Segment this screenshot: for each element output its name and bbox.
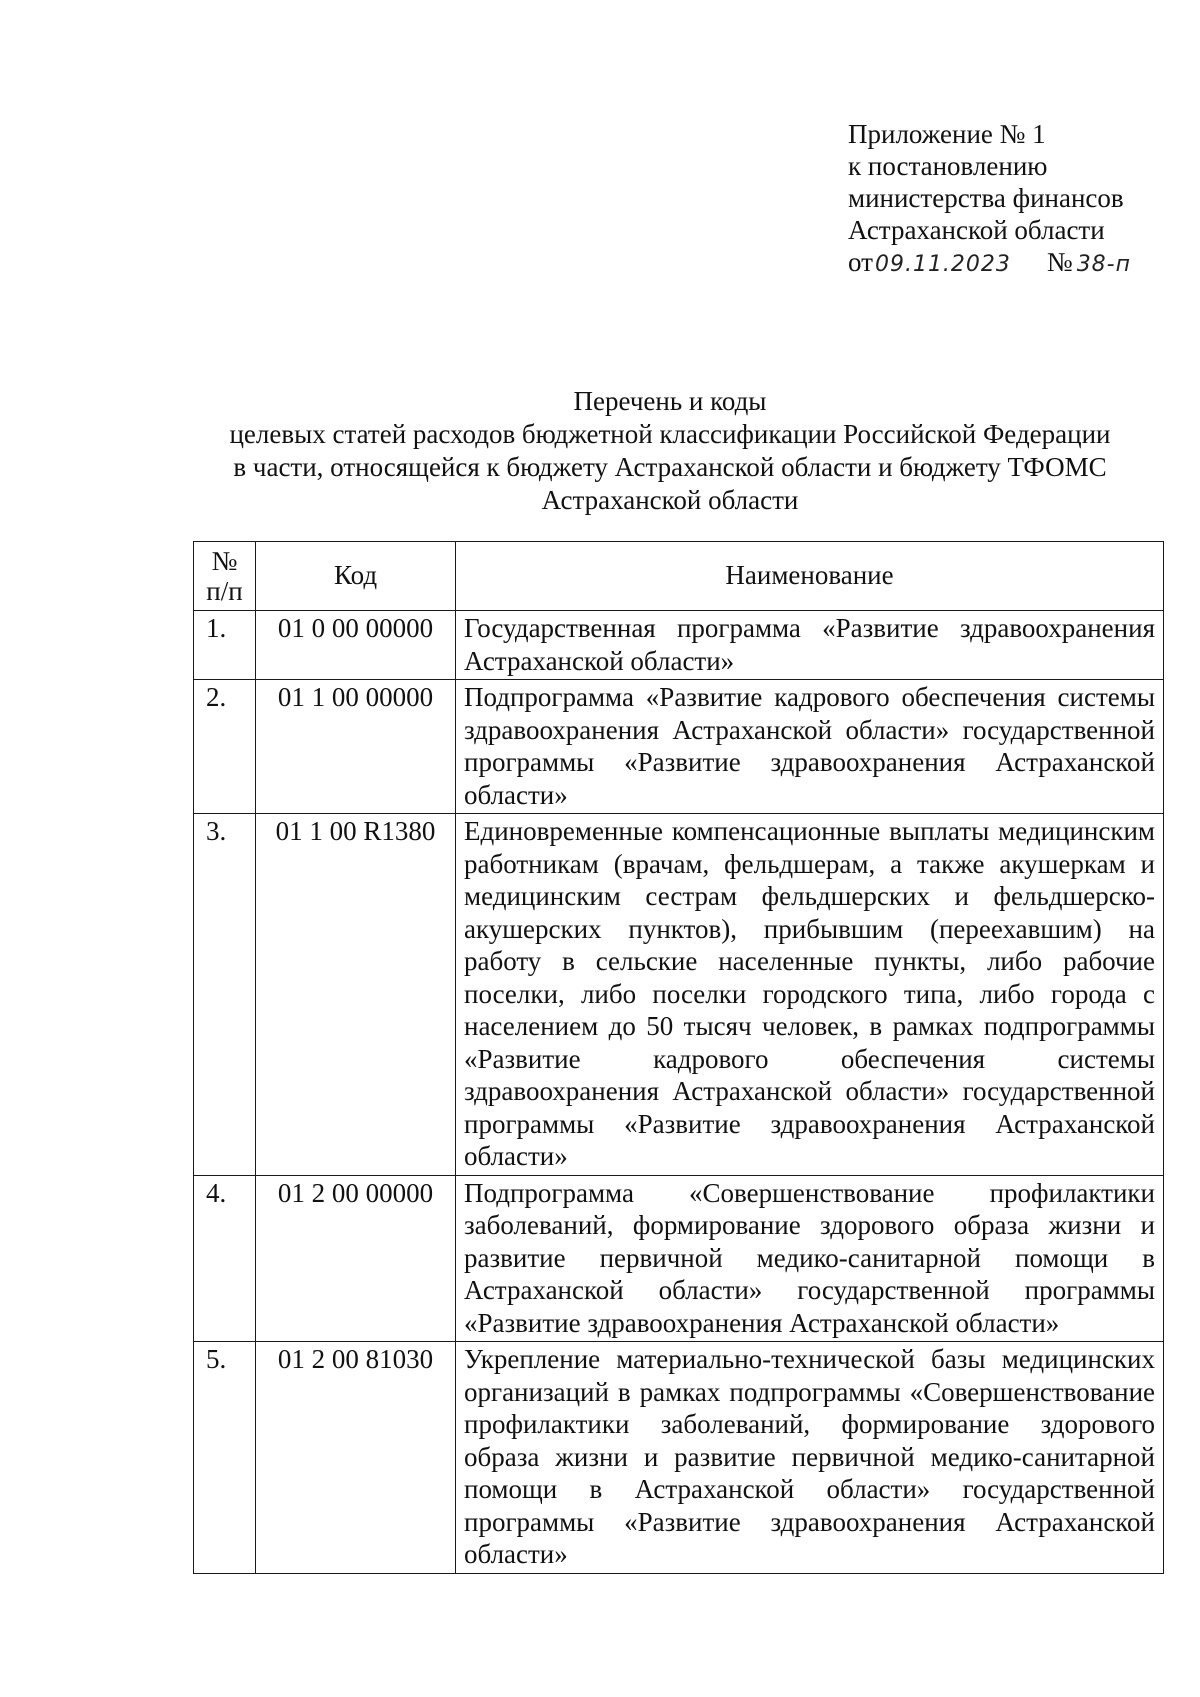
row-code: 01 2 00 00000: [256, 1175, 456, 1342]
appendix-line-3: министерства финансов: [848, 183, 1124, 213]
number-label: №: [1046, 247, 1073, 277]
row-number: 1.: [194, 611, 256, 680]
handwritten-number: 38-п: [1076, 252, 1132, 277]
row-number: 4.: [194, 1175, 256, 1342]
title-line-4: Астраханской области: [541, 485, 799, 515]
header-name: Наименование: [456, 542, 1164, 611]
table-row: [194, 611, 1164, 680]
table-row: [194, 1175, 1164, 1342]
appendix-line-2: к постановлению: [848, 151, 1048, 181]
handwritten-date: 09.11.2023: [874, 252, 1011, 277]
appendix-line-1: Приложение № 1: [848, 119, 1046, 149]
header-code: Код: [256, 542, 456, 611]
appendix-line-4: Астраханской области: [848, 215, 1105, 245]
appendix-date-line: [848, 246, 1131, 281]
table-row: [194, 1342, 1164, 1574]
table-row: [194, 814, 1164, 1176]
row-code: 01 0 00 00000: [256, 611, 456, 680]
row-name: Укрепление материально-технической базы медицинских организаций в рамках подпрограммы «Совершенствование профилактики заболеваний, формирование здорового образа жизни и развитие первичной медико-санитарной помощи в Астраханской области» государственной программы «Развитие здравоохранения Астраханской области»: [456, 1342, 1164, 1574]
row-number: 3.: [194, 814, 256, 1176]
title-line-1: Перечень и коды: [573, 386, 767, 416]
row-code: 01 1 00 00000: [256, 680, 456, 814]
table-row: [194, 680, 1164, 814]
appendix-block: [848, 118, 1131, 281]
row-name: Подпрограмма «Развитие кадрового обеспечения системы здравоохранения Астраханской области» государственной программы «Развитие здравоохранения Астраханской области»: [456, 680, 1164, 814]
row-number: 2.: [194, 680, 256, 814]
header-number-line-1: №: [211, 546, 238, 576]
codes-table: [193, 541, 1164, 1574]
header-number: [194, 542, 256, 611]
row-code: 01 1 00 R1380: [256, 814, 456, 1176]
date-prefix: от: [848, 247, 873, 277]
document-title: [200, 385, 1140, 517]
row-number: 5.: [194, 1342, 256, 1574]
row-name: Государственная программа «Развитие здравоохранения Астраханской области»: [456, 611, 1164, 680]
row-code: 01 2 00 81030: [256, 1342, 456, 1574]
title-line-2: целевых статей расходов бюджетной классификации Российской Федерации: [229, 419, 1111, 449]
table-header-row: [194, 542, 1164, 611]
row-name: Единовременные компенсационные выплаты медицинским работникам (врачам, фельдшерам, а также акушеркам и медицинским сестрам фельдшерских и фельдшерско-акушерских пунктов), прибывшим (переехавшим) на работу в сельские населенные пункты, либо рабочие поселки, либо поселки городского типа, либо города с населением до 50 тысяч человек, в рамках подпрограммы «Развитие кадрового обеспечения системы здравоохранения Астраханской области» государственной программы «Развитие здравоохранения Астраханской области»: [456, 814, 1164, 1176]
header-number-line-2: п/п: [206, 576, 243, 606]
row-name: Подпрограмма «Совершенствование профилактики заболеваний, формирование здорового образа жизни и развитие первичной медико-санитарной помощи в Астраханской области» государственной программы «Развитие здравоохранения Астраханской области»: [456, 1175, 1164, 1342]
title-line-3: в части, относящейся к бюджету Астраханской области и бюджету ТФОМС: [233, 452, 1107, 482]
